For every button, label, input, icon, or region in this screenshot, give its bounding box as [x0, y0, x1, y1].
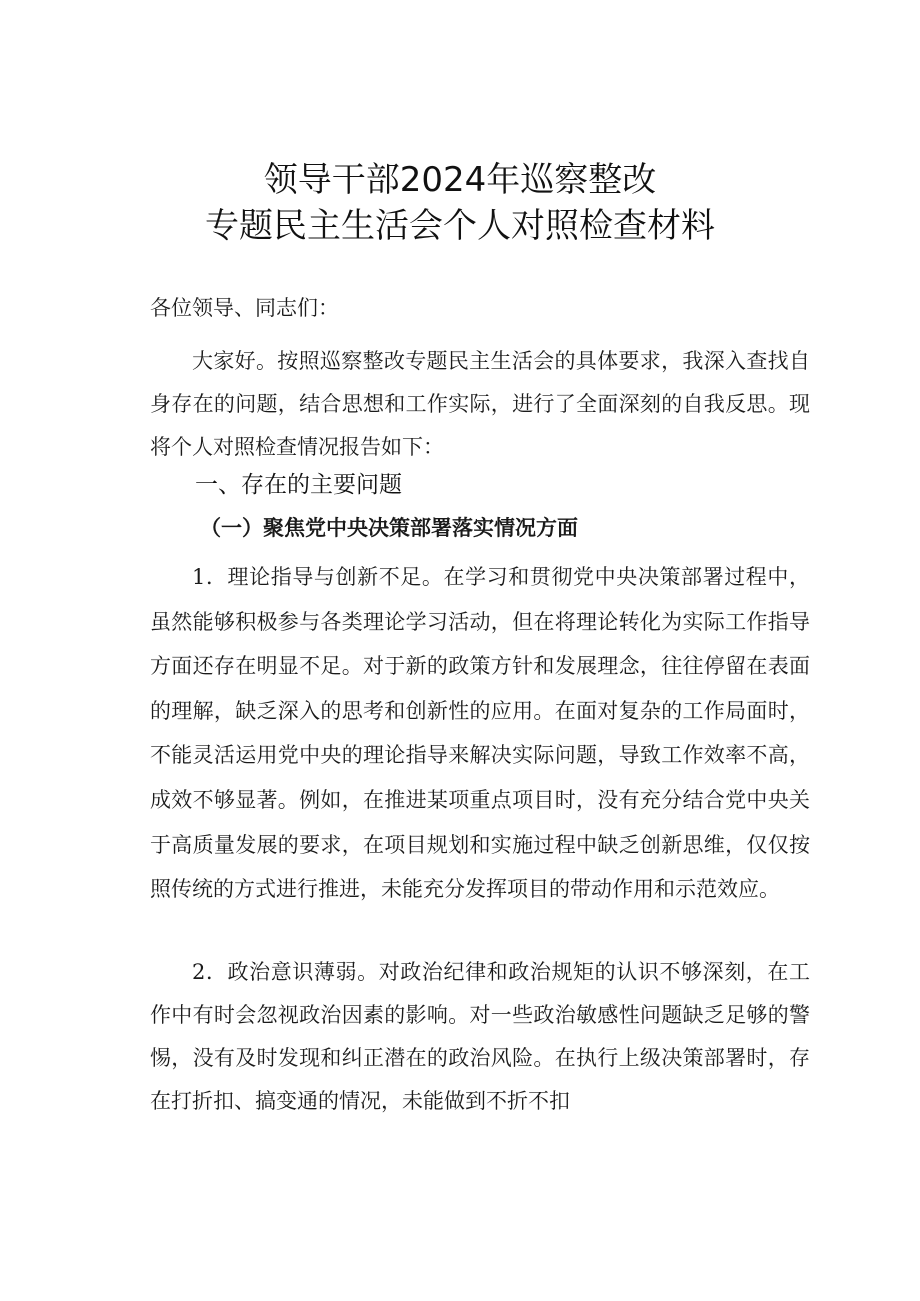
section-heading-problems: 一、存在的主要问题	[195, 472, 402, 498]
document-title-line2: 专题民主生活会个人对照检查材料	[205, 206, 715, 246]
subsection-heading-decisions: （一）聚焦党中央决策部署落实情况方面	[200, 515, 578, 540]
item-paragraph-theory: 1．理论指导与创新不足。在学习和贯彻党中央决策部署过程中，虽然能够积极参与各类理论学习活动，但在将理论转化为实际工作指导方面还存在明显不足。对于新的政策方针和发展理念，往往停留在表面的理解，缺乏深入的思考和创新性的应用。在面对复杂的工作局面时，不能灵活运用党中央的理论指导来解决实际问题，导致工作效率不高，成效不够显著。例如，在推进某项重点项目时，没有充分结合党中央关于高质量发展的要求，在项目规划和实施过程中缺乏创新思维，仅仅按照传统的方式进行推进，未能充分发挥项目的带动作用和示范效应。	[150, 565, 810, 902]
salutation: 各位领导、同志们：	[150, 296, 339, 320]
intro-paragraph: 大家好。按照巡察整改专题民主生活会的具体要求，我深入查找自身存在的问题，结合思想和工作实际，进行了全面深刻的自我反思。现将个人对照检查情况报告如下：	[150, 349, 810, 459]
document-title-line1: 领导干部2024年巡察整改	[263, 160, 657, 200]
item-paragraph-political: 2．政治意识薄弱。对政治纪律和政治规矩的认识不够深刻，在工作中有时会忽视政治因素的影响。对一些政治敏感性问题缺乏足够的警惕，没有及时发现和纠正潜在的政治风险。在执行上级决策部署时，存在打折扣、搞变通的情况，未能做到不折不扣	[150, 960, 810, 1113]
